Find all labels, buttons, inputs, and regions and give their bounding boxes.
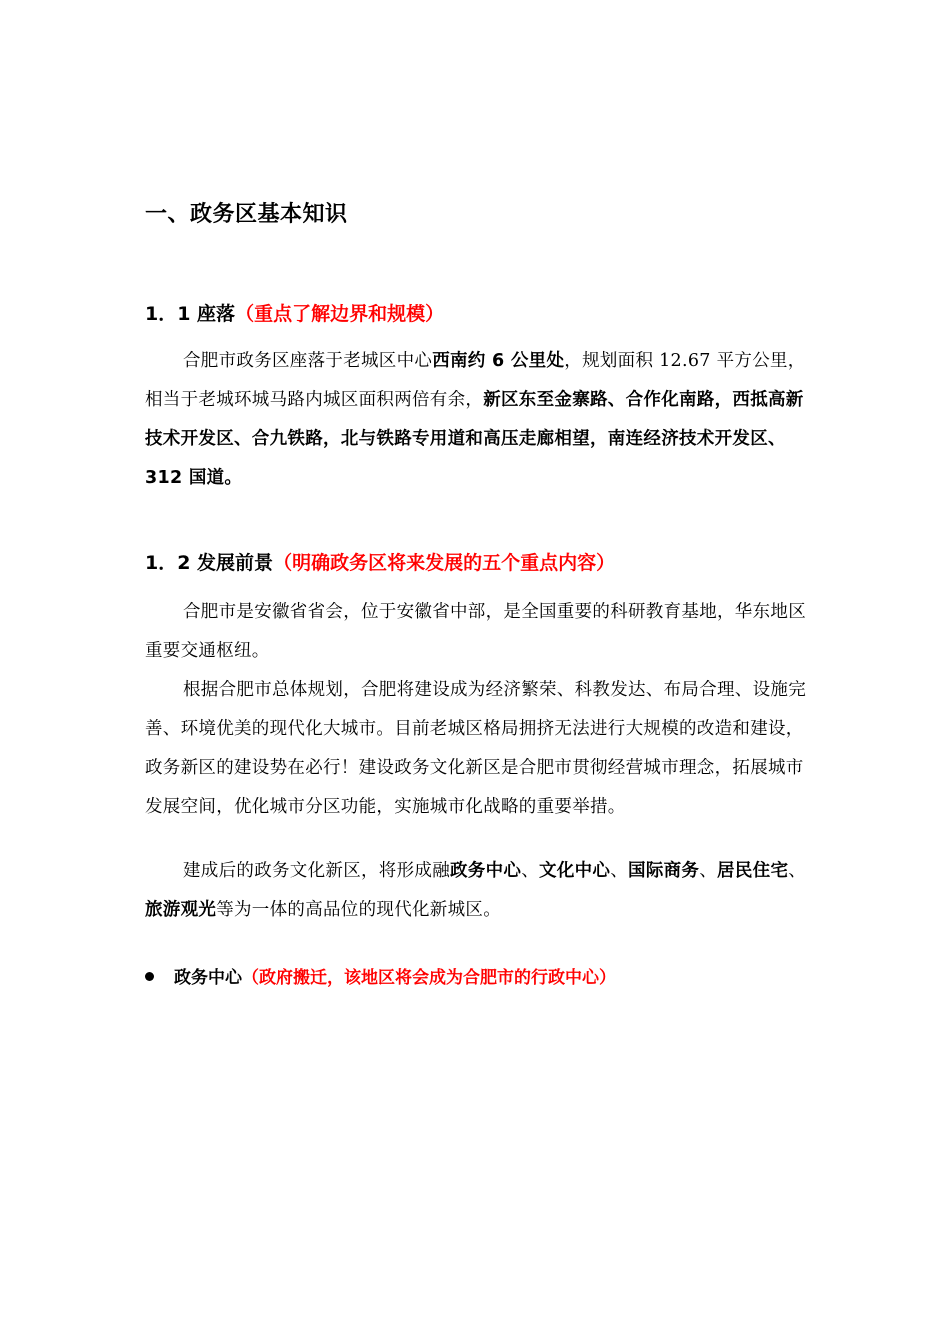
para-separator: 、 [788, 861, 807, 881]
para-separator: 、 [699, 861, 718, 881]
section-2-heading [145, 549, 615, 577]
para-text: 合肥市是安徽省省会，位于安徽省中部，是全国重要的科研教育基地，华东地区重要交通枢纽。 [145, 602, 806, 661]
section-2-paragraph-1 [145, 593, 810, 671]
bullet-note: （政府搬迁，该地区将会成为合肥市的行政中心） [242, 968, 616, 988]
para-text: 等为一体的高品位的现代化新城区。 [216, 900, 502, 920]
section-1-paragraph [145, 342, 810, 498]
para-bold-text: 文化中心 [539, 861, 611, 881]
para-bold-text: 西南约 6 公里处 [432, 351, 565, 371]
para-bold-text: 政务中心 [450, 861, 522, 881]
para-bold-text: 新区东至金寨路、合作化南路，西抵高新技术开发区、合九铁路，北与铁路专用道和高压走廊相望，南连经济技术开发区、312 国道。 [145, 390, 804, 488]
bullet-item [145, 964, 616, 992]
section-1-heading [145, 300, 444, 328]
section-2-title: 1．2 发展前景 [145, 552, 274, 574]
para-text: 合肥市政务区座落于老城区中心 [183, 351, 433, 371]
section-1-note: （重点了解边界和规模） [235, 303, 445, 325]
section-1-title: 1．1 座落 [145, 303, 236, 325]
para-text: 根据合肥市总体规划，合肥将建设成为经济繁荣、科教发达、布局合理、设施完善、环境优美的现代化大城市。目前老城区格局拥挤无法进行大规模的改造和建设，政务新区的建设势在必行！建设政务文化新区是合肥市贯彻经营城市理念，拓展城市发展空间，优化城市分区功能，实施城市化战略的重要举措。 [145, 680, 806, 817]
bullet-dot-icon [145, 972, 154, 981]
para-text: ，规划面积 12.67 平方公里，相当于老城环城马路内城区面积两倍有余， [145, 351, 806, 410]
para-text: 建成后的政务文化新区，将形成融 [183, 861, 450, 881]
chapter-heading: 一、政务区基本知识 [145, 202, 348, 227]
section-2-paragraph-2 [145, 671, 810, 827]
para-bold-text: 旅游观光 [145, 900, 217, 920]
para-separator: 、 [610, 861, 629, 881]
para-separator: 、 [521, 861, 540, 881]
para-bold-text: 居民住宅 [717, 861, 789, 881]
section-2-paragraph-3 [145, 852, 810, 930]
para-bold-text: 国际商务 [628, 861, 700, 881]
section-2-note: （明确政务区将来发展的五个重点内容） [273, 552, 616, 574]
bullet-label: 政务中心 [174, 968, 242, 988]
